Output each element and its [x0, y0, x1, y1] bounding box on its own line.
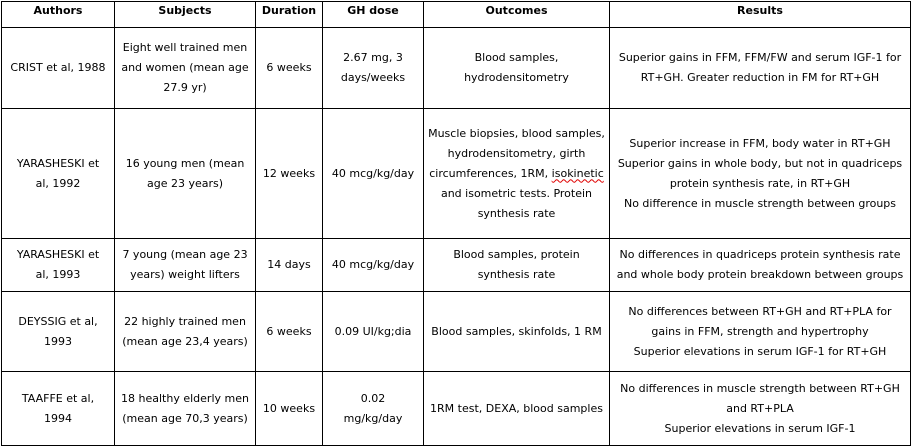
subjects-cell: Eight well trained men and women (mean age 27.9 yr) [115, 28, 256, 109]
header-authors: Authors [2, 2, 115, 28]
table-row [2, 28, 911, 109]
duration-cell: 14 days [256, 239, 323, 292]
gh-dose-cell: 40 mcg/kg/day [323, 109, 424, 239]
outcomes-text: and isometric tests. Protein synthesis rate [440, 186, 593, 220]
outcomes-cell: Blood samples, hydrodensitometry [424, 28, 610, 109]
result-line: No differences between RT+GH and RT+PLA for gains in FFM, strength and hypertrophy [628, 304, 892, 338]
result-line: No differences in quadriceps protein synthesis rate and whole body protein breakdown between groups [616, 248, 904, 281]
authors-cell: CRIST et al, 1988 [2, 28, 115, 109]
results-cell [610, 372, 911, 446]
subjects-cell: 16 young men (mean age 23 years) [115, 109, 256, 239]
duration-cell: 6 weeks [256, 292, 323, 372]
header-gh-dose: GH dose [323, 2, 424, 28]
gh-dose-cell: 40 mcg/kg/day [323, 239, 424, 292]
outcomes-cell: Blood samples, protein synthesis rate [424, 239, 610, 292]
authors-cell: TAAFFE et al, 1994 [2, 372, 115, 446]
authors-cell: YARASHESKI et al, 1992 [2, 109, 115, 239]
result-line: Superior increase in FFM, body water in RT+GH [629, 136, 891, 150]
results-cell [610, 292, 911, 372]
result-line: Superior elevations in serum IGF-1 [664, 421, 856, 435]
subjects-cell: 22 highly trained men (mean age 23,4 years) [115, 292, 256, 372]
result-line: No difference in muscle strength between groups [623, 196, 897, 210]
gh-dose-cell: 0.09 UI/kg;dia [323, 292, 424, 372]
outcomes-cell: Blood samples, skinfolds, 1 RM [424, 292, 610, 372]
outcomes-text: Muscle biopsies, blood samples, hydrodensitometry, girth circumferences, 1RM, [428, 126, 605, 180]
subjects-cell: 7 young (mean age 23 years) weight lifters [115, 239, 256, 292]
header-results: Results [610, 2, 911, 28]
table-row [2, 292, 911, 372]
duration-cell: 6 weeks [256, 28, 323, 109]
studies-table [1, 1, 911, 446]
result-line: Superior elevations in serum IGF-1 for RT+GH [633, 344, 887, 358]
results-cell [610, 109, 911, 239]
gh-dose-cell: 2.67 mg, 3 days/weeks [323, 28, 424, 109]
authors-cell: YARASHESKI et al, 1993 [2, 239, 115, 292]
results-cell [610, 28, 911, 109]
results-cell [610, 239, 911, 292]
duration-cell: 12 weeks [256, 109, 323, 239]
outcomes-cell: 1RM test, DEXA, blood samples [424, 372, 610, 446]
header-outcomes: Outcomes [424, 2, 610, 28]
table-row [2, 372, 911, 446]
header-row [2, 2, 911, 28]
result-line: No differences in muscle strength between RT+GH and RT+PLA [620, 381, 900, 415]
header-duration: Duration [256, 2, 323, 28]
header-subjects: Subjects [115, 2, 256, 28]
gh-dose-cell: 0.02 mg/kg/day [323, 372, 424, 446]
result-line: Superior gains in whole body, but not in quadriceps protein synthesis rate, in RT+GH [617, 156, 903, 190]
outcomes-flagged-word: isokinetic [551, 166, 604, 180]
duration-cell: 10 weeks [256, 372, 323, 446]
table-row [2, 109, 911, 239]
table-row [2, 239, 911, 292]
result-line: Superior gains in FFM, FFM/FW and serum IGF-1 for RT+GH. Greater reduction in FM for RT+GH [618, 51, 902, 84]
authors-cell: DEYSSIG et al, 1993 [2, 292, 115, 372]
subjects-cell: 18 healthy elderly men (mean age 70,3 years) [115, 372, 256, 446]
outcomes-cell [424, 109, 610, 239]
